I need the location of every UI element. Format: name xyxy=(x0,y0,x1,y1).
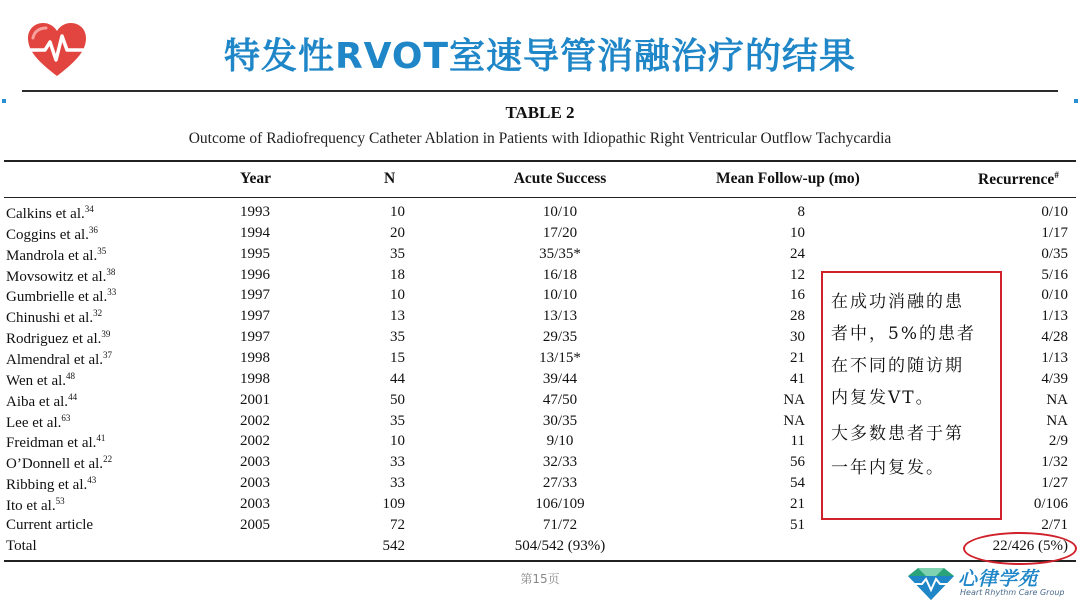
study-author: Aiba et al. xyxy=(6,393,69,410)
study-name xyxy=(6,392,77,411)
study-author: Movsowitz et al. xyxy=(6,268,107,285)
year-cell: 1996 xyxy=(240,266,270,283)
total-highlight-ellipse xyxy=(963,532,1077,565)
slide-title: 特发性RVOT室速导管消融治疗的结果 xyxy=(223,36,857,77)
study-name xyxy=(6,454,112,473)
follow-up-cell: 21 xyxy=(790,349,805,366)
year-cell: 2003 xyxy=(240,495,270,512)
follow-up-cell: 21 xyxy=(790,495,805,512)
follow-up-cell: 54 xyxy=(790,475,805,492)
reference-number: 43 xyxy=(87,475,97,486)
reference-number: 35 xyxy=(97,245,107,256)
study-author: Freidman et al. xyxy=(6,435,97,452)
study-name xyxy=(6,413,70,432)
n-cell: 35 xyxy=(390,412,405,429)
reference-number: 63 xyxy=(61,412,71,423)
study-name xyxy=(6,496,65,515)
n-cell: 44 xyxy=(390,370,405,387)
acute-success-cell: 71/72 xyxy=(542,516,578,533)
reference-number: 48 xyxy=(66,370,76,381)
total-label: Total xyxy=(6,538,37,554)
annotation-line: 在成功消融的患 xyxy=(831,292,964,312)
reference-number: 34 xyxy=(84,204,94,214)
reference-number: 33 xyxy=(107,287,117,298)
acute-success-cell: 10/10 xyxy=(542,204,578,220)
n-cell: 33 xyxy=(390,454,405,471)
table-row xyxy=(0,246,1080,267)
recurrence-cell: 5/16 xyxy=(1041,266,1068,283)
n-cell: 109 xyxy=(382,495,405,512)
header-recurrence: Recurrence# xyxy=(978,170,1059,189)
recurrence-cell: 2/9 xyxy=(1048,433,1068,450)
annotation-line: 在不同的随访期 xyxy=(831,356,964,376)
recurrence-cell: NA xyxy=(1046,391,1068,408)
recurrence-cell: 1/13 xyxy=(1041,349,1068,366)
follow-up-cell: 51 xyxy=(790,516,805,533)
recurrence-cell: 1/17 xyxy=(1041,224,1068,241)
reference-number: 32 xyxy=(93,308,103,319)
follow-up-cell: NA xyxy=(783,391,805,408)
page-number: 第15页 xyxy=(520,572,560,586)
year-cell: 1998 xyxy=(240,370,270,387)
n-cell: 50 xyxy=(390,391,405,408)
year-cell: 1997 xyxy=(240,308,270,325)
total-row xyxy=(0,538,1080,559)
total-n: 542 xyxy=(382,538,405,554)
study-author: Chinushi et al. xyxy=(6,310,94,327)
study-name xyxy=(6,225,98,244)
follow-up-cell: 56 xyxy=(790,454,805,471)
n-cell: 20 xyxy=(390,224,405,241)
n-cell: 18 xyxy=(390,266,405,283)
reference-number: 41 xyxy=(96,433,106,444)
recurrence-cell: 1/13 xyxy=(1041,308,1068,325)
follow-up-cell: 10 xyxy=(790,224,805,241)
year-cell: 2003 xyxy=(240,454,270,471)
follow-up-cell: 11 xyxy=(790,433,805,450)
follow-up-cell: 41 xyxy=(790,370,805,387)
n-cell: 72 xyxy=(390,516,405,533)
n-cell: 35 xyxy=(390,245,405,262)
study-name xyxy=(6,329,110,348)
reference-number: 36 xyxy=(88,224,98,235)
title-divider xyxy=(22,90,1058,92)
n-cell: 35 xyxy=(390,329,405,346)
year-cell: 2002 xyxy=(240,433,270,450)
reference-number: 39 xyxy=(101,329,111,340)
study-author: Almendral et al. xyxy=(6,351,104,368)
annotation-line: 内复发VT。 xyxy=(831,388,935,408)
reference-number: 53 xyxy=(55,495,65,506)
year-cell: 2001 xyxy=(240,391,270,408)
n-cell: 15 xyxy=(390,349,405,366)
recurrence-cell: 0/35 xyxy=(1041,245,1068,262)
reference-number: 38 xyxy=(106,266,116,277)
study-author: Mandrola et al. xyxy=(6,247,98,264)
study-name xyxy=(6,246,106,265)
year-cell: 1997 xyxy=(240,329,270,346)
study-name xyxy=(6,267,115,286)
annotation-line: 者中，5%的患者 xyxy=(831,324,976,344)
annotation-line: 一年内复发。 xyxy=(831,458,945,478)
n-cell: 13 xyxy=(390,308,405,325)
acute-success-cell: 16/18 xyxy=(542,266,578,283)
follow-up-cell: 30 xyxy=(790,329,805,346)
year-cell: 1997 xyxy=(240,287,270,304)
follow-up-cell: 12 xyxy=(790,266,805,283)
annotation-box xyxy=(821,271,1002,520)
table-caption: Outcome of Radiofrequency Catheter Ablation in Patients with Idiopathic Right Ventricular Outflow Tachycardia xyxy=(188,130,892,147)
gem-logo-icon xyxy=(906,566,956,602)
n-cell: 10 xyxy=(390,433,405,450)
total-acute: 504/542 (93%) xyxy=(514,538,606,554)
reference-number: 22 xyxy=(103,454,113,465)
table-top-rule xyxy=(4,160,1076,162)
acute-success-cell: 13/15* xyxy=(539,349,581,366)
table-title: TABLE 2 xyxy=(505,103,575,122)
acute-success-cell: 9/10 xyxy=(546,433,574,450)
acute-success-cell: 29/35 xyxy=(542,329,578,346)
follow-up-cell: NA xyxy=(783,412,805,429)
brand-subtitle: Heart Rhythm Care Group xyxy=(960,588,1065,597)
reference-number: 44 xyxy=(68,391,78,402)
brand-name: 心律学苑 xyxy=(958,568,1039,590)
recurrence-cell: 1/32 xyxy=(1041,454,1068,471)
header-year: Year xyxy=(240,170,271,187)
recurrence-cell: NA xyxy=(1046,412,1068,429)
n-cell: 10 xyxy=(390,204,405,220)
table-row xyxy=(0,204,1080,225)
study-author: Wen et al. xyxy=(6,372,67,389)
acute-success-cell: 13/13 xyxy=(542,308,578,325)
year-cell: 2005 xyxy=(240,516,270,533)
follow-up-cell: 16 xyxy=(790,287,805,304)
reference-number: 37 xyxy=(103,349,113,360)
study-author: Coggins et al. xyxy=(6,226,89,243)
total-recurrence: 22/426 (5%) xyxy=(992,538,1068,554)
n-cell: 33 xyxy=(390,475,405,492)
table-bottom-rule xyxy=(4,560,1076,562)
year-cell: 2002 xyxy=(240,412,270,429)
header-mean-follow-up: Mean Follow-up (mo) xyxy=(716,170,860,187)
acute-success-cell: 17/20 xyxy=(542,224,578,241)
year-cell: 1995 xyxy=(240,245,270,262)
study-author: Lee et al. xyxy=(6,414,62,431)
study-name xyxy=(6,308,102,327)
follow-up-cell: 24 xyxy=(790,245,805,262)
study-author: O’Donnell et al. xyxy=(6,456,104,473)
recurrence-cell: 2/71 xyxy=(1041,516,1068,533)
recurrence-cell: 1/27 xyxy=(1041,475,1068,492)
year-cell: 1994 xyxy=(240,224,270,241)
acute-success-cell: 10/10 xyxy=(542,287,578,304)
acute-success-cell: 32/33 xyxy=(542,454,578,471)
year-cell: 2003 xyxy=(240,475,270,492)
study-name xyxy=(6,517,93,534)
study-author: Gumbrielle et al. xyxy=(6,289,108,306)
header-rule xyxy=(4,197,1076,198)
study-name xyxy=(6,433,105,452)
year-cell: 1998 xyxy=(240,349,270,366)
follow-up-cell: 28 xyxy=(790,308,805,325)
study-name xyxy=(6,204,94,223)
recurrence-cell: 0/10 xyxy=(1041,204,1068,220)
recurrence-cell: 4/39 xyxy=(1041,370,1068,387)
study-author: Ribbing et al. xyxy=(6,477,88,494)
acute-success-cell: 30/35 xyxy=(542,412,578,429)
n-cell: 10 xyxy=(390,287,405,304)
study-author: Ito et al. xyxy=(6,497,56,514)
acute-success-cell: 106/109 xyxy=(535,495,585,512)
acute-success-cell: 47/50 xyxy=(542,391,578,408)
study-author: Rodriguez et al. xyxy=(6,331,102,348)
study-author: Calkins et al. xyxy=(6,206,85,222)
acute-success-cell: 27/33 xyxy=(542,475,578,492)
study-author: Current article xyxy=(6,516,94,533)
acute-success-cell: 35/35* xyxy=(539,245,581,262)
header-acute-success: Acute Success xyxy=(513,170,607,187)
follow-up-cell: 8 xyxy=(797,204,805,220)
year-cell: 1993 xyxy=(240,204,270,220)
recurrence-cell: 0/106 xyxy=(1033,495,1068,512)
recurrence-cell: 0/10 xyxy=(1041,287,1068,304)
study-name xyxy=(6,350,112,369)
acute-success-cell: 39/44 xyxy=(542,370,578,387)
recurrence-cell: 4/28 xyxy=(1041,329,1068,346)
study-name xyxy=(6,475,96,494)
header-n: N xyxy=(384,170,396,187)
table-row xyxy=(0,225,1080,246)
study-name xyxy=(6,287,116,306)
study-name xyxy=(6,371,75,390)
annotation-line: 大多数患者于第 xyxy=(831,424,964,444)
